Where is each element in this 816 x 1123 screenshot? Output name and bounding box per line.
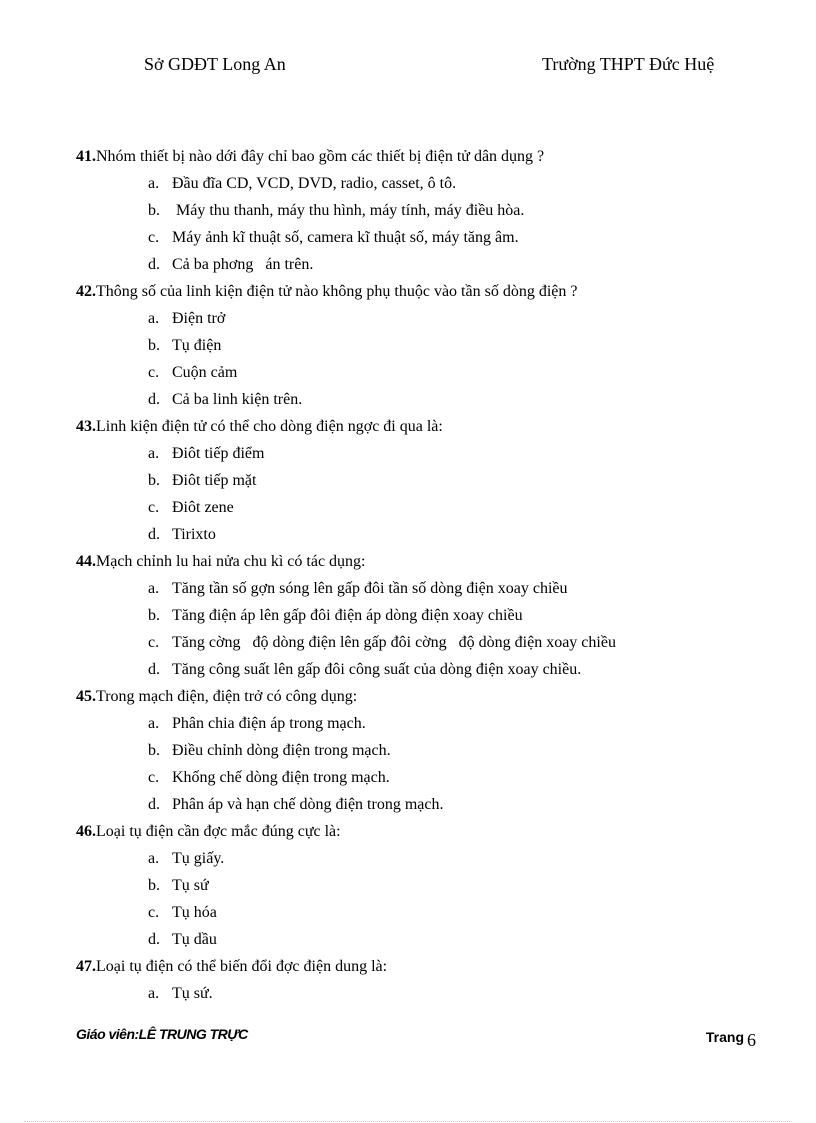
question-text-line	[76, 818, 776, 845]
option-letter: a.	[148, 175, 160, 192]
question-text-line	[76, 278, 776, 305]
answer-option	[76, 845, 776, 872]
option-letter: d.	[148, 391, 160, 408]
question-number: 42.	[76, 283, 96, 300]
option-letter: b.	[148, 472, 160, 489]
answer-option	[76, 656, 776, 683]
answer-option	[76, 305, 776, 332]
option-text: Điều chỉnh dòng điện trong mạch.	[172, 742, 391, 759]
option-text: Tụ dầu	[172, 931, 217, 948]
question-text: Loại tụ điện cần đợc mắc đúng cực là:	[96, 823, 341, 840]
answer-option	[76, 359, 776, 386]
header-school: Trường THPT Đức Huệ	[542, 54, 715, 74]
option-letter: d.	[148, 526, 160, 543]
answer-option	[76, 224, 776, 251]
question-number: 44.	[76, 553, 96, 570]
answer-options	[76, 710, 776, 818]
question-text-line	[76, 683, 776, 710]
question-text: Mạch chỉnh lu hai nửa chu kì có tác dụng:	[96, 553, 366, 570]
option-text: Tụ sứ	[172, 877, 209, 894]
option-text: Máy thu thanh, máy thu hình, máy tính, máy điều hòa.	[172, 202, 525, 219]
option-letter: a.	[148, 850, 160, 867]
answer-option	[76, 575, 776, 602]
answer-option	[76, 467, 776, 494]
question-number: 41.	[76, 148, 96, 165]
option-text: Tirixto	[172, 526, 216, 543]
answer-option	[76, 926, 776, 953]
option-letter: a.	[148, 445, 160, 462]
answer-option	[76, 521, 776, 548]
option-text: Khống chế dòng điện trong mạch.	[172, 769, 390, 786]
option-text: Điôt zene	[172, 499, 234, 516]
option-text: Cuộn cảm	[172, 364, 238, 381]
option-text: Đầu đĩa CD, VCD, DVD, radio, casset, ô tô.	[172, 175, 457, 192]
answer-option	[76, 170, 776, 197]
answer-options	[76, 170, 776, 278]
option-text: Tụ giấy.	[172, 850, 225, 867]
question-text-line	[76, 953, 776, 980]
page-footer	[76, 1024, 756, 1054]
option-text: Tụ hóa	[172, 904, 217, 921]
page-bottom-rule	[24, 1121, 792, 1122]
answer-option	[76, 332, 776, 359]
option-text: Cả ba phơng án trên.	[172, 256, 314, 273]
option-text: Điện trở	[172, 310, 226, 327]
option-text: Điôt tiếp điểm	[172, 445, 265, 462]
option-text: Cả ba linh kiện trên.	[172, 391, 303, 408]
answer-option	[76, 197, 776, 224]
answer-options	[76, 845, 776, 953]
option-letter: c.	[148, 769, 160, 786]
answer-option	[76, 629, 776, 656]
question-number: 47.	[76, 958, 96, 975]
answer-options	[76, 305, 776, 413]
question-text-line	[76, 413, 776, 440]
option-text: Phân chia điện áp trong mạch.	[172, 715, 366, 732]
question-block	[76, 683, 776, 818]
answer-option	[76, 602, 776, 629]
option-text: Máy ảnh kĩ thuật số, camera kĩ thuật số, máy tăng âm.	[172, 229, 519, 246]
option-letter: a.	[148, 310, 160, 327]
question-block	[76, 818, 776, 953]
answer-option	[76, 386, 776, 413]
question-block	[76, 278, 776, 413]
answer-options	[76, 440, 776, 548]
option-letter: d.	[148, 256, 160, 273]
option-text: Tụ điện	[172, 337, 222, 354]
answer-option	[76, 251, 776, 278]
option-letter: d.	[148, 931, 160, 948]
answer-option	[76, 494, 776, 521]
question-text: Nhóm thiết bị nào dới đây chỉ bao gồm các thiết bị điện tử dân dụng ?	[96, 148, 545, 165]
answer-option	[76, 791, 776, 818]
option-text: Tăng tần số gợn sóng lên gấp đôi tần số dòng điện xoay chiều	[172, 580, 568, 597]
option-text: Tụ sứ.	[172, 985, 213, 1002]
answer-option	[76, 872, 776, 899]
answer-option	[76, 440, 776, 467]
header-department: Sở GDĐT Long An	[144, 54, 286, 74]
option-letter: a.	[148, 715, 160, 732]
option-letter: a.	[148, 580, 160, 597]
option-letter: b.	[148, 742, 160, 759]
question-number: 43.	[76, 418, 96, 435]
question-text-line	[76, 143, 776, 170]
option-letter: d.	[148, 796, 160, 813]
option-letter: b.	[148, 337, 160, 354]
question-block	[76, 548, 776, 683]
option-text: Tăng cờng độ dòng điện lên gấp đôi cờng độ dòng điện xoay chiều	[172, 634, 616, 651]
option-letter: c.	[148, 229, 160, 246]
option-letter: b.	[148, 202, 160, 219]
answer-option	[76, 764, 776, 791]
answer-option	[76, 737, 776, 764]
answer-option	[76, 980, 776, 1007]
option-text: Điôt tiếp mặt	[172, 472, 257, 489]
option-letter: c.	[148, 499, 160, 516]
option-letter: c.	[148, 634, 160, 651]
answer-option	[76, 899, 776, 926]
question-text-line	[76, 548, 776, 575]
page-number: 6	[747, 1030, 756, 1050]
question-text: Linh kiện điện tử có thể cho dòng điện ngợc đi qua là:	[96, 418, 443, 435]
question-list	[76, 143, 776, 1007]
option-letter: c.	[148, 904, 160, 921]
answer-options	[76, 980, 776, 1007]
answer-options	[76, 575, 776, 683]
option-text: Tăng điện áp lên gấp đôi điện áp dòng điện xoay chiều	[172, 607, 523, 624]
option-letter: d.	[148, 661, 160, 678]
question-text: Trong mạch điện, điện trở có công dụng:	[96, 688, 358, 705]
question-block	[76, 413, 776, 548]
page-label: Trang	[705, 1029, 744, 1045]
option-text: Phân áp và hạn chế dòng điện trong mạch.	[172, 796, 444, 813]
question-number: 46.	[76, 823, 96, 840]
footer-page	[705, 1026, 756, 1050]
question-text: Thông số của linh kiện điện tử nào không phụ thuộc vào tần số dòng điện ?	[96, 283, 578, 300]
option-letter: a.	[148, 985, 160, 1002]
question-block	[76, 953, 776, 1007]
page-header	[0, 54, 816, 80]
option-letter: b.	[148, 607, 160, 624]
footer-teacher: Giáo viên:LÊ TRUNG TRỰC	[76, 1026, 248, 1042]
question-block	[76, 143, 776, 278]
option-text: Tăng công suất lên gấp đôi công suất của dòng điện xoay chiều.	[172, 661, 582, 678]
option-letter: c.	[148, 364, 160, 381]
answer-option	[76, 710, 776, 737]
option-letter: b.	[148, 877, 160, 894]
question-text: Loại tụ điện có thể biến đổi đợc điện dung là:	[96, 958, 388, 975]
question-number: 45.	[76, 688, 96, 705]
